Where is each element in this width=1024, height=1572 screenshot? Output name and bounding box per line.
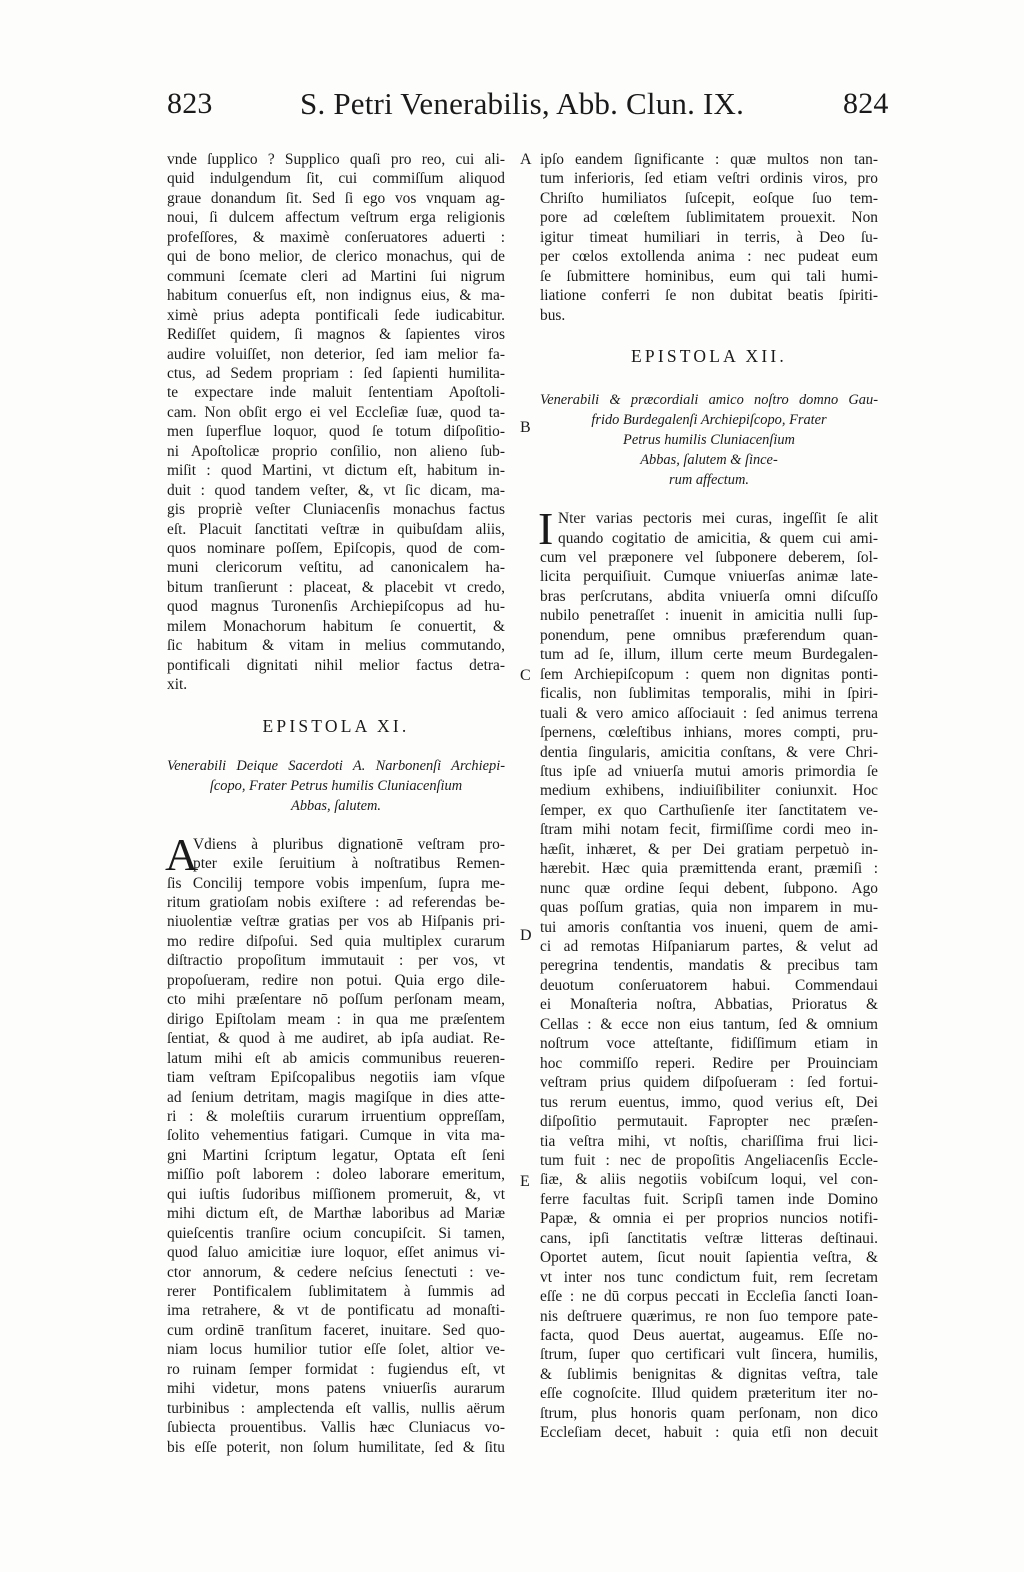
drop-cap: I: [538, 503, 554, 554]
text-line: ro ruinam ſemper formidat : fugiendus eſt, vt: [167, 1360, 505, 1378]
text-line: noſtrum voce atteſtante, fidiſſimum etiam in: [540, 1035, 878, 1053]
text-line: per cœlos extollenda anima : nec pudeat eum: [540, 248, 878, 266]
text-line: nubilo penetraſſet : inuenit in amicitia nulli ſup-: [540, 607, 878, 625]
text-line: ni Apoſtolicæ proprio conſilio, non alieno ſub-: [167, 442, 505, 460]
right-page-number: 824: [843, 87, 889, 120]
text-line: quid indulgendum ſit, cui commiſſum aliquod: [167, 170, 505, 188]
text-line: diſpoſitio permutauit. Fapropter nec præſen-: [540, 1113, 878, 1130]
text-line: mihi videtur, mons patens vniuerſis aurarum: [167, 1380, 505, 1398]
text-line: ſem Archiepiſcopum : quem non dignitas ponti-: [540, 665, 878, 683]
text-line: cam. Non obſit ergo ei vel Eccleſiæ ſuæ, quod ta-: [167, 403, 505, 421]
text-line: Papæ, & omnia ei per proprios nuncios notifi-: [540, 1210, 878, 1228]
text-line: graue donandum ſit. Sed ſi ego vos vnquam ag-: [167, 189, 505, 207]
text-line: facta, quod Deus auertat, augeamus. Eſſe no-: [540, 1327, 878, 1344]
text-line: eſſe cognoſcite. Illud quidem præteritum iter no-: [540, 1385, 878, 1403]
text-line: bitum tranſierunt : placeat, & placebit vt credo,: [167, 578, 505, 596]
left-column: [167, 148, 505, 1478]
epistle-address-line: ſcopo, Frater Petrus humilis Cluniacenſium: [209, 777, 463, 794]
epistle-heading: EPISTOLA XI.: [262, 715, 410, 736]
text-line: Vdiens à pluribus dignationē veſtram pro-: [193, 835, 505, 853]
text-line: niuolentiæ veſtræ gratias per vos ab Hiſpanis pri-: [167, 913, 505, 931]
text-line: ſe ſubmittere hominibus, eum qui tali humi-: [540, 267, 878, 285]
text-line: qui de bono melior, de clerico monachus, qui de: [167, 248, 505, 266]
text-line: ſolito vehementius fatigari. Cumque in vita ma-: [167, 1127, 505, 1145]
text-line: vnde ſupplico ? Supplico quaſi pro reo, cui ali-: [167, 151, 505, 168]
text-line: tus rerum euentus, immo, quod verius eſt, Dei: [540, 1093, 878, 1111]
text-line: ſemper, ex quo Carthuſienſe iter ſanctitatem ve-: [540, 801, 878, 819]
text-line: duit : quod tandem veſter, &, vt ſic dicam, ma-: [167, 481, 505, 499]
text-line: eſt. Placuit ſanctitati veſtræ in quibuſdam aliis,: [167, 520, 505, 538]
text-line: bis eſſe poterit, non ſolum humilitate, ſed & ſitu: [167, 1438, 505, 1456]
text-line: cum ordinē tranſitum faceret, inuitare. Sed quo-: [167, 1321, 505, 1339]
text-line: ctus, ad Sedem propriam : ſed ſapienti humilita-: [167, 364, 505, 382]
text-line: pore ad cœleſtem ſublimitatem prouexit. Non: [540, 209, 878, 227]
text-line: audire voluiſſet, non deterior, ſed iam melior fa-: [167, 345, 505, 363]
text-line: milem Monachorum habitum ſe conuertit, &: [167, 617, 505, 635]
text-line: communi ſcemate cleri ad Martini ſui nigrum: [167, 267, 505, 285]
text-line: dentia ſingularis, amicitia conſtans, & vere Chri-: [540, 743, 878, 761]
text-line: cum vel præponere vel ſubponere deberem, ſol-: [540, 548, 878, 566]
text-line: vt inter nos tunc condictum fuit, rem ſecretam: [540, 1268, 878, 1286]
text-line: ſtus ipſe ad vniuerſa mutui amoris primordia ſe: [540, 762, 878, 780]
text-line: ipſo eandem ſignificante : quæ multos non tan-: [540, 151, 878, 168]
text-line: hæſit, inhæret, & per Dei gratiam perpetuò in-: [540, 840, 878, 858]
text-line: ſis Concilij tempore vobis impenſum, ſupra me-: [167, 874, 505, 892]
text-line: ponendum, pene omnibus præferendum quan-: [540, 626, 878, 644]
text-line: muni clericorum veſtitu, ad canonicalem ha-: [167, 559, 505, 577]
text-line: ſtram mihi notam fecit, firmiſſime cordi meo in-: [540, 821, 878, 839]
margin-letter-e: E: [520, 1173, 530, 1190]
epistle-address-line: Venerabili & præcordiali amico noſtro domno Gau-: [540, 392, 878, 408]
text-line: Eccleſiam decet, habuit : quia etſi non decuit: [540, 1424, 878, 1442]
epistle-address-line: Venerabili Deique Sacerdoti A. Narbonenſi Archiepi-: [167, 757, 505, 774]
epistle-address-line: Abbas, ſalutem & ſince-: [640, 452, 778, 468]
text-line: medium exhibens, indiuiſibiliter coniunxit. Hoc: [540, 782, 878, 800]
text-line: quando cogitatio de amicitia, & quem cui ami-: [558, 529, 878, 547]
text-line: pter exile ſeruitium à noſtratibus Remen-: [193, 855, 505, 872]
text-line: licita perquiſiuit. Cumque vniuerſas animæ late-: [540, 568, 878, 586]
text-line: tum fuit : nec de propoſitis Angeliacenſis Eccle-: [540, 1151, 878, 1169]
text-line: ſtrum, ſuper quo certificari vult ſincera, humilis,: [540, 1346, 878, 1364]
text-line: ſubiecta prouentibus. Vallis hæc Cluniacus vo-: [167, 1419, 505, 1437]
text-line: te expectare inde maluit ſententiam Apoſtoli-: [167, 384, 505, 402]
text-line: rerer Pontificalem ſublimitatem à ſummis ad: [167, 1283, 505, 1300]
text-line: quos nominare poſſem, Epiſcopis, quod de com-: [167, 540, 505, 557]
text-line: tiam veſtram Epiſcopalibus negotiis iam vſque: [167, 1069, 505, 1086]
text-line: & ſublimis benignitas & dignitas veſtra, tale: [540, 1365, 878, 1383]
text-line: gni Martini ſcriptum legatur, Optata eſt ſeni: [167, 1146, 505, 1164]
margin-letter-a: A: [520, 151, 532, 168]
text-line: ima retrahere, & vt de pontificatu ad monaſti-: [167, 1302, 505, 1320]
text-line: miſſio poſt laborem : doleo laborare emeritum,: [167, 1166, 505, 1184]
text-line: ſic habitum & vitam in melius commutando,: [167, 637, 505, 655]
text-line: peregrina tendentis, mandatis & precibus tam: [540, 957, 878, 975]
text-line: tui amoris conſtantia vos inueni, quem de ami-: [540, 918, 878, 936]
margin-letter-b: B: [520, 419, 531, 436]
text-line: ad ſenium detritam, magis magiſque in dies atte-: [167, 1088, 505, 1106]
text-line: latum mihi eſt ab amicis communibus reueren-: [167, 1049, 505, 1067]
text-line: tuali & vero amico aſſociauit : ſed animus terrena: [540, 704, 878, 722]
epistle-address-line: Petrus humilis Cluniacenſium: [623, 432, 795, 448]
text-line: quod magnus Turonenſis Archiepiſcopus ad hu-: [167, 598, 505, 616]
text-line: nunc quæ ordine ſequi debent, ſubpono. Ago: [540, 879, 878, 897]
text-line: ci ad remotas Hiſpaniarum partes, & velut ad: [540, 938, 878, 955]
running-title: S. Petri Venerabilis, Abb. Clun. IX.: [300, 86, 745, 121]
text-line: ferre facultas fuit. Scripſi tamen inde Domino: [540, 1190, 878, 1208]
text-line: noui, ſi dulcem affectum veſtrum erga religionis: [167, 209, 505, 227]
text-line: gis propriè veſter Cluniacenſis monachus factus: [167, 501, 505, 519]
text-line: nis deſtruere quærimus, re non ſuo tempore pate-: [540, 1307, 878, 1325]
epistle-heading: EPISTOLA XII.: [631, 346, 787, 366]
text-line: diſtractio propoſitum immutauit : per vos, vt: [167, 952, 505, 970]
text-line: qui iuſtis ſudoribus miſſionem promeruit, &, vt: [167, 1185, 505, 1203]
text-line: bras perſcrutans, abdita vniuerſa omni diſcuſſo: [540, 587, 878, 605]
margin-letter-c: C: [520, 667, 531, 684]
text-line: hærebit. Hæc quia præmittenda erant, præmiſi :: [540, 860, 878, 878]
epistle-address-line: frido Burdegalenſi Archiepiſcopo, Frater: [591, 412, 827, 428]
text-line: Cellas : & ecce non eius tantum, ſed & omnium: [540, 1015, 878, 1033]
text-line: men ſuperflue loquor, quod ſe totum diſpoſitio-: [167, 423, 505, 441]
text-line: bus.: [540, 306, 566, 324]
text-line: pontificali dignitati nihil melior factus detra-: [167, 656, 505, 674]
text-line: ri : & moleſtiis curarum irruentium oppreſſam,: [167, 1107, 505, 1125]
text-line: ritum gratioſam nobis exiſtere : ad referendas be-: [167, 894, 505, 911]
text-line: xit.: [167, 676, 188, 694]
text-line: igitur timeat humiliari in terris, à Deo ſu-: [540, 228, 878, 246]
text-line: hoc commiſſo reperi. Redire per Prouinciam: [540, 1054, 878, 1072]
text-line: quieſcentis tranſire ocium concupiſcit. Si tamen,: [167, 1224, 505, 1242]
text-line: quas poſſum gratias, quia non imparem in mu-: [540, 899, 878, 917]
epistle-address-line: Abbas, ſalutem.: [291, 797, 381, 814]
text-line: mo redire diſpoſui. Sed quia multiplex curarum: [167, 932, 505, 950]
text-line: ſiæ, & aliis negotiis vobiſcum loqui, vel con-: [540, 1171, 878, 1189]
text-line: ficalis, non ſublimitas temporalis, mihi in ſpiri-: [540, 685, 878, 703]
text-line: mihi dictum eſt, de Marthæ laboribus ad Mariæ: [167, 1205, 505, 1223]
text-line: quod ſaluo amicitiæ iure loquor, eſſet animus vi-: [167, 1244, 505, 1262]
epistle-address-line: rum affectum.: [669, 472, 749, 488]
text-line: cans, ipſi ſanctitatis veſtræ litteras deſtinaui.: [540, 1229, 878, 1247]
text-line: cto mihi præſentare nō poſſum perſonam meam,: [167, 991, 505, 1009]
text-line: Nter varias pectoris mei curas, ingeſſit ſe alit: [558, 510, 878, 527]
text-line: propoſueram, redire non potui. Quia ergo dile-: [167, 971, 505, 989]
text-line: niam locus humilior tutior eſſe ſolet, altior ve-: [167, 1341, 505, 1359]
text-line: Oportet autem, ſicut nouit ſapientia veſtra, &: [540, 1249, 878, 1267]
text-line: tia veſtra mihi, vt noſtis, chariſſima frui lici-: [540, 1132, 878, 1150]
text-line: liatione conferri ſe non dubitat beatis ſpiriti-: [540, 287, 878, 305]
text-line: dirigo Epiſtolam meam : in qua me præſentem: [167, 1010, 505, 1028]
text-line: ſpernens, cœleſtibus inhians, mores compti, pru-: [540, 724, 878, 741]
text-line: habitum conuerſus eſt, non indignus eius, & ma-: [167, 287, 505, 305]
right-column: [540, 148, 878, 1478]
text-line: ctor annorum, & cedere neſcius ſenectuti : ve-: [167, 1263, 505, 1281]
text-line: veſtram prius quidem diſpoſueram : ſed fortui-: [540, 1074, 878, 1092]
text-line: Rediſſet quidem, ſi magnos & ſapientes viros: [167, 326, 505, 343]
text-line: ximè prius adepta pontificali ſede iudicabitur.: [167, 306, 505, 324]
left-page-number: 823: [167, 87, 213, 120]
text-line: Chriſto humiliatos ſuſcepit, eoſque ſuo tem-: [540, 189, 878, 207]
text-line: ei Monaſteria noſtra, Abbatias, Prioratus &: [540, 996, 878, 1014]
text-line: turbinibus : amplectenda eſt vallis, nullis aërum: [167, 1399, 505, 1417]
text-line: ſtrum, plus honoris quam perſonam, non dico: [540, 1404, 878, 1422]
text-line: tum ad ſe, illum, illum certe meum Burdegalen-: [540, 646, 878, 664]
text-line: ſentiat, & quod à me audiret, ab ipſa audiat. Re-: [167, 1030, 505, 1048]
margin-letter-d: D: [520, 927, 532, 944]
text-line: deuotum conſeruatorem habui. Commendaui: [540, 976, 878, 994]
text-line: tum inferioris, ſed etiam veſtri ordinis viros, pro: [540, 170, 878, 188]
drop-cap: A: [165, 828, 199, 880]
text-line: profeſſores, & maximè conſeruatores aduerti :: [167, 228, 505, 246]
text-line: eſſe : ne dū corpus peccati in Eccleſia ſancti Ioan-: [540, 1288, 878, 1306]
text-line: miſit : quod Martini, vt dictum eſt, habitum in-: [167, 462, 505, 480]
